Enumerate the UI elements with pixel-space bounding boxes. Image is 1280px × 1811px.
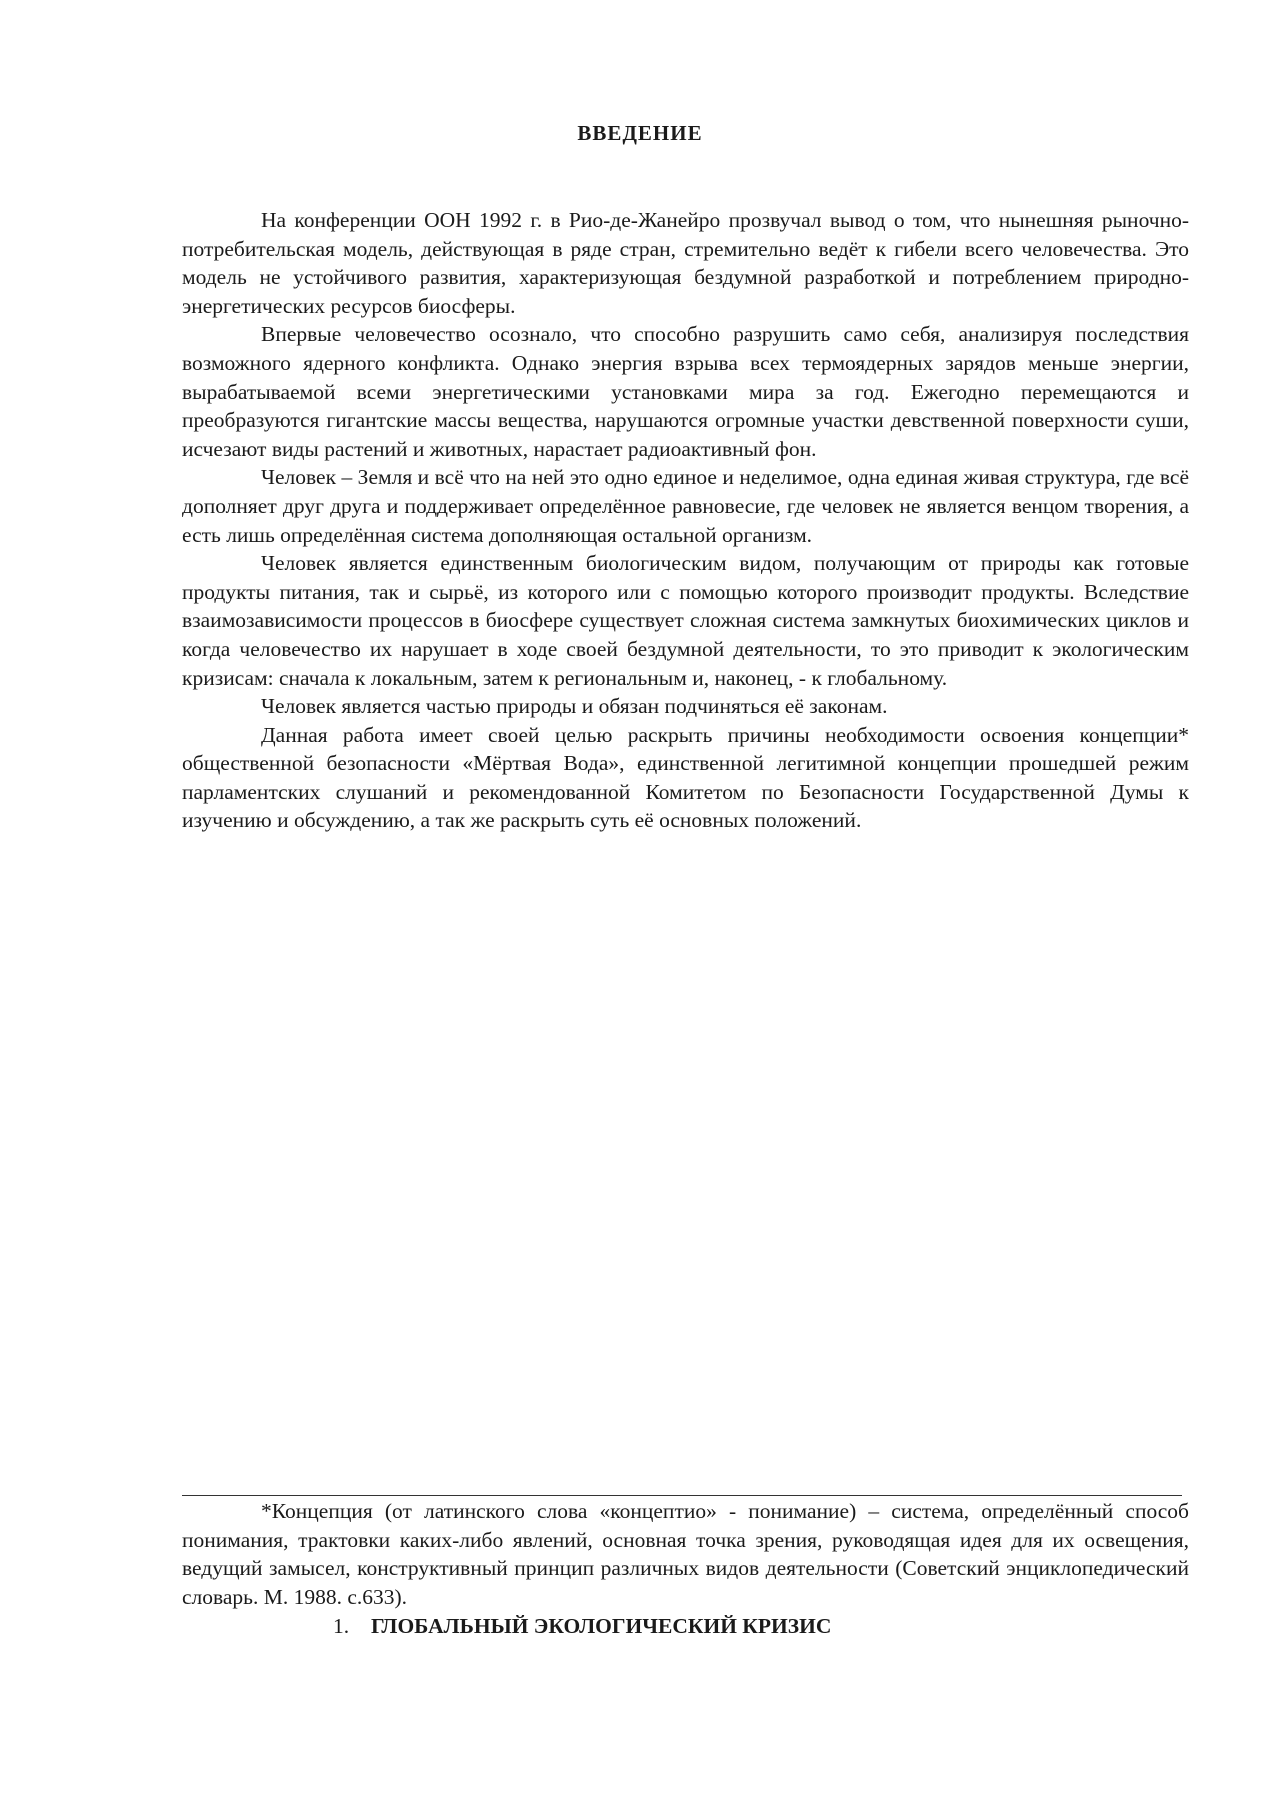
paragraph: Человек является единственным биологическим видом, получающим от природы как готовые продукты питания, так и сырьё, из которого или с помощью которого производит продукты. Вследствие взаимозависимости процессов в биосфере существует сложная система замкнутых биохимических циклов и когда человечество их нарушает в ходе своей бездумной деятельности, то это приводит к экологическим кризисам: сначала к локальным, затем к региональным и, наконец, - к глобальному. <box>182 551 1189 690</box>
section-title: ГЛОБАЛЬНЫЙ ЭКОЛОГИЧЕСКИЙ КРИЗИС <box>371 1614 832 1638</box>
paragraph: На конференции ООН 1992 г. в Рио-де-Жанейро прозвучал вывод о том, что нынешняя рыночно-потребительская модель, действующая в ряде стран, стремительно ведёт к гибели всего человечества. Это модель не устойчивого развития, характеризующая бездумной разработкой и потреблением природно-энергетических ресурсов биосферы. <box>182 208 1189 318</box>
body-text <box>182 206 1189 835</box>
section-number: 1. <box>333 1614 350 1638</box>
document-title: ВВЕДЕНИЕ <box>577 121 703 145</box>
footnote <box>182 1497 1189 1611</box>
paragraph: Впервые человечество осознало, что способно разрушить само себя, анализируя последствия возможного ядерного конфликта. Однако энергия взрыва всех термоядерных зарядов меньше энергии, вырабатываемой всеми энергетическими установками мира за год. Ежегодно перемещаются и преобразуются гигантские массы вещества, нарушаются огромные участки девственной поверхности суши, исчезают виды растений и животных, нарастает радиоактивный фон. <box>182 322 1189 461</box>
paragraph: Человек – Земля и всё что на ней это одно единое и неделимое, одна единая живая структура, где всё дополняет друг друга и поддерживает определённое равновесие, где человек не является венцом творения, а есть лишь определённая система дополняющая остальной организм. <box>182 465 1189 547</box>
footnote-text: *Концепция (от латинского слова «концептио» - понимание) – система, определённый способ понимания, трактовки каких-либо явлений, основная точка зрения, руководящая идея для их освещения, ведущий замысел, конструктивный принцип различных видов деятельности (Советский энциклопедический словарь. М. 1988. с.633). <box>182 1499 1189 1609</box>
footnote-separator <box>182 1495 1182 1496</box>
paragraph: Данная работа имеет своей целью раскрыть причины необходимости освоения концепции* общественной безопасности «Мёртвая Вода», единственной легитимной концепции прошедшей режим парламентских слушаний и рекомендованной Комитетом по Безопасности Государственной Думы к изучению и обсуждению, а так же раскрыть суть её основных положений. <box>182 722 1189 833</box>
section-heading <box>333 1614 831 1639</box>
paragraph: Человек является частью природы и обязан подчиняться её законам. <box>261 694 888 719</box>
